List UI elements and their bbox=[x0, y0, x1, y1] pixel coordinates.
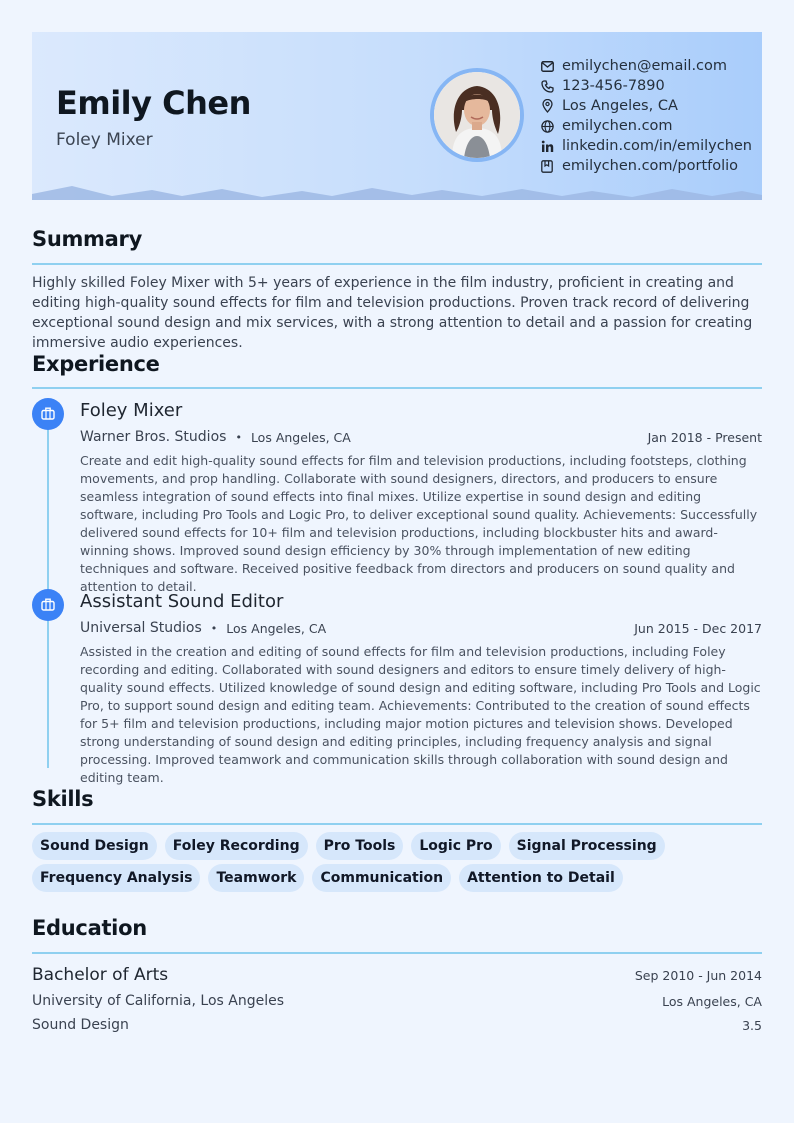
job-title: Assistant Sound Editor bbox=[80, 591, 284, 612]
profile-photo bbox=[430, 68, 524, 162]
contact-linkedin-text: linkedin.com/in/emilychen bbox=[562, 138, 752, 154]
summary-heading: Summary bbox=[32, 227, 142, 251]
experience-heading: Experience bbox=[32, 352, 160, 376]
skills-heading: Skills bbox=[32, 787, 94, 811]
contact-portfolio-text: emilychen.com/portfolio bbox=[562, 158, 739, 174]
skill-chip: Teamwork bbox=[208, 864, 304, 892]
contact-email[interactable] bbox=[540, 56, 752, 76]
summary-divider bbox=[32, 263, 762, 265]
skill-chip: Logic Pro bbox=[411, 832, 500, 860]
contact-portfolio[interactable] bbox=[540, 156, 752, 176]
summary-text: Highly skilled Foley Mixer with 5+ years of experience in the film industry, proficient in creating and editing high-quality sound effects for film and television productions. Proven track record of delivering exceptional sound design and mix services, with a strong attention to detail and a passion for creating immersive audio experiences. bbox=[32, 275, 753, 351]
job-location: Los Angeles, CA bbox=[226, 620, 327, 636]
mail-icon bbox=[540, 59, 554, 73]
job-description: Assisted in the creation and editing of sound effects for film and television productions, including Foley recording and editing. Collaborated with sound designers and editors to ensure timely delivery of high-quality sound effects. Utilized knowledge of sound design and editing software, including Pro Tools and Logic Pro, to support sound design and editing team. Achievements: Contributed to the creation of sound effects for 5+ film and television productions, including major motion pictures and television shows. Developed strong understanding of sound design and editing principles, including frequency analysis and signal processing. Improved teamwork and communication skills through collaboration with sound design and editing team. bbox=[80, 644, 761, 785]
education-gpa: 3.5 bbox=[742, 1018, 762, 1033]
education-degree: Bachelor of Arts bbox=[32, 965, 169, 985]
skill-chip: Attention to Detail bbox=[459, 864, 623, 892]
contact-linkedin[interactable] bbox=[540, 136, 752, 156]
skill-chip: Signal Processing bbox=[509, 832, 665, 860]
contact-website[interactable] bbox=[540, 116, 752, 136]
phone-icon bbox=[540, 79, 554, 93]
job-company: Warner Bros. Studios bbox=[80, 429, 227, 445]
candidate-name: Emily Chen bbox=[56, 84, 251, 122]
education-school: University of California, Los Angeles bbox=[32, 993, 285, 1009]
contact-phone[interactable] bbox=[540, 76, 752, 96]
contact-list bbox=[540, 56, 752, 176]
briefcase-icon bbox=[41, 405, 55, 424]
contact-phone-text: 123-456-7890 bbox=[562, 78, 665, 94]
education-location: Los Angeles, CA bbox=[662, 994, 762, 1009]
skill-chip: Communication bbox=[312, 864, 451, 892]
job-title: Foley Mixer bbox=[80, 400, 183, 421]
resume-header bbox=[32, 32, 762, 200]
skills-divider bbox=[32, 823, 762, 825]
skill-chip: Frequency Analysis bbox=[32, 864, 200, 892]
job-location: Los Angeles, CA bbox=[250, 429, 351, 445]
contact-email-text: emilychen@email.com bbox=[562, 58, 728, 74]
education-dates: Sep 2010 - Jun 2014 bbox=[634, 968, 762, 983]
briefcase-icon bbox=[41, 596, 55, 615]
skill-chip: Pro Tools bbox=[316, 832, 404, 860]
skill-chip: Sound Design bbox=[32, 832, 157, 860]
contact-location-text: Los Angeles, CA bbox=[562, 98, 678, 114]
job-marker bbox=[32, 398, 64, 430]
candidate-role: Foley Mixer bbox=[56, 130, 153, 150]
job-dates: Jan 2018 - Present bbox=[647, 430, 762, 445]
location-pin-icon bbox=[540, 99, 554, 113]
skill-chip: Foley Recording bbox=[165, 832, 308, 860]
contact-location bbox=[540, 96, 752, 116]
job-dates: Jun 2015 - Dec 2017 bbox=[634, 621, 762, 636]
education-field: Sound Design bbox=[32, 1017, 129, 1033]
header-wave-decoration bbox=[32, 184, 762, 200]
job-company-line bbox=[80, 429, 351, 445]
separator-dot: • bbox=[210, 621, 218, 635]
job-marker bbox=[32, 589, 64, 621]
globe-icon bbox=[540, 119, 554, 133]
portfolio-icon bbox=[540, 159, 554, 173]
experience-divider bbox=[32, 387, 762, 389]
skills-list bbox=[32, 832, 772, 896]
job-company: Universal Studios bbox=[80, 620, 202, 636]
job-description: Create and edit high-quality sound effects for film and television productions, including footsteps, clothing movements, and prop handling. Collaborate with sound designers, directors, and producers to ensure seamless integration of sound effects into final mixes. Utilize expertise in sound design and editing software, including Pro Tools and Logic Pro, to deliver exceptional sound quality. Achievements: Successfully delivered sound effects for 10+ film and television productions, including blockbuster hits and award-winning shows. Improved sound design efficiency by 30% through implementation of new editing techniques and software. Received positive feedback from directors and producers on sound quality and attention to detail. bbox=[80, 453, 758, 594]
education-heading: Education bbox=[32, 916, 147, 940]
linkedin-icon bbox=[540, 139, 554, 153]
contact-website-text: emilychen.com bbox=[562, 118, 673, 134]
education-divider bbox=[32, 952, 762, 954]
job-company-line bbox=[80, 620, 326, 636]
separator-dot: • bbox=[235, 430, 242, 444]
